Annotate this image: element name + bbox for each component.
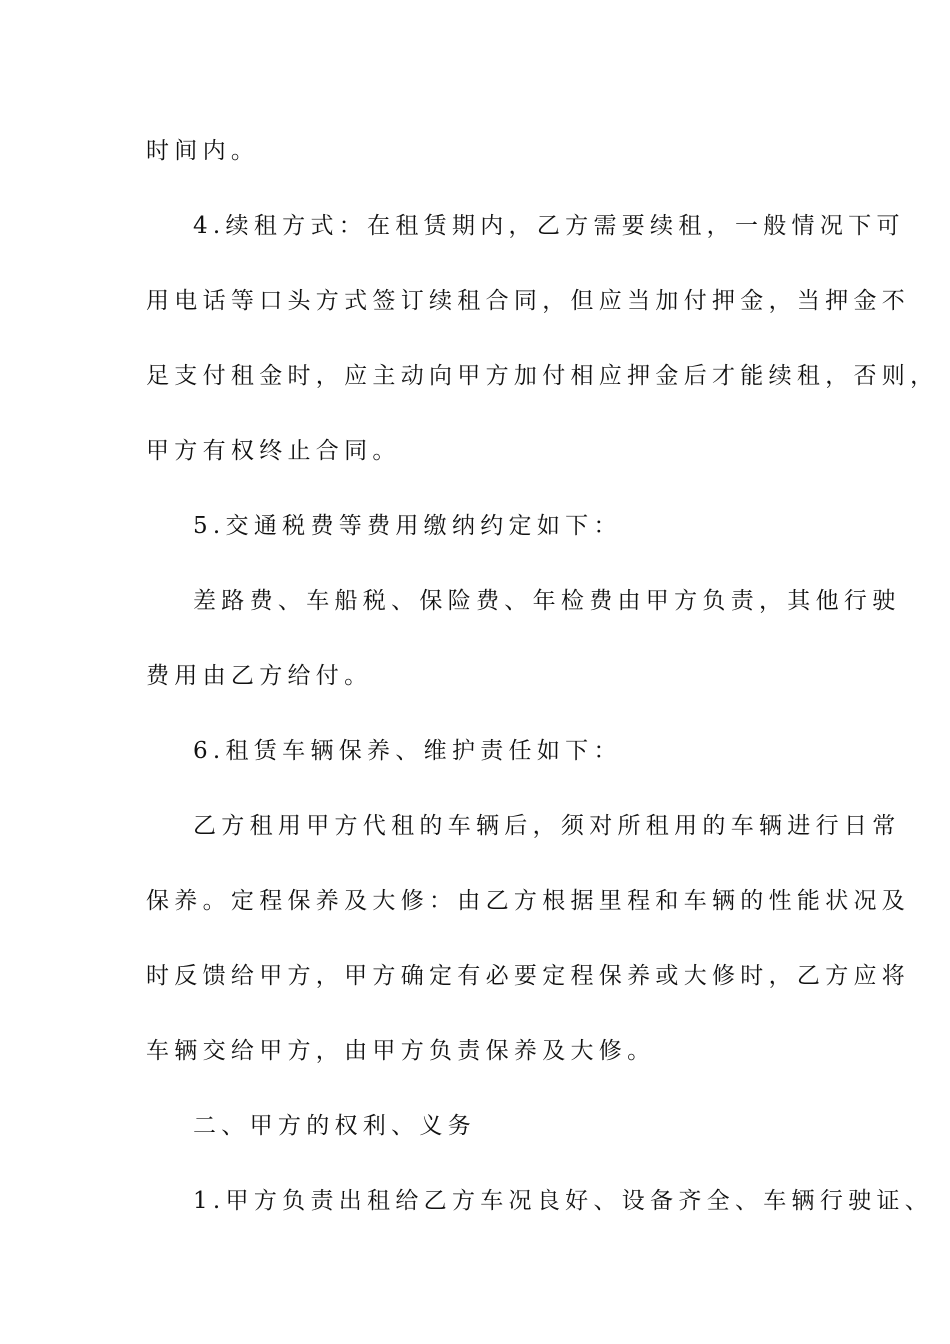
text-line: 1.甲方负责出租给乙方车况良好、设备齐全、车辆行驶证、 [193,1188,934,1214]
text-line: 时反馈给甲方，甲方确定有必要定程保养或大修时，乙方应将 [146,963,911,989]
text-line: 4.续租方式：在租赁期内，乙方需要续租，一般情况下可 [193,213,905,239]
text-line: 时间内。 [146,138,260,164]
text-line: 5.交通税费等费用缴纳约定如下： [193,513,622,539]
text-line: 乙方租用甲方代租的车辆后，须对所租用的车辆进行日常 [193,813,901,839]
text-line: 二、甲方的权利、义务 [193,1113,476,1139]
text-line: 保养。定程保养及大修：由乙方根据里程和车辆的性能状况及 [146,888,911,914]
text-line: 费用由乙方给付。 [146,663,373,689]
text-line: 甲方有权终止合同。 [146,438,401,464]
text-line: 用电话等口头方式签订续租合同，但应当加付押金，当押金不 [146,288,911,314]
text-line: 足支付租金时，应主动向甲方加付相应押金后才能续租，否则， [146,363,939,389]
text-line: 车辆交给甲方，由甲方负责保养及大修。 [146,1038,656,1064]
text-line: 差路费、车船税、保险费、年检费由甲方负责，其他行驶 [193,588,901,614]
text-line: 6.租赁车辆保养、维护责任如下： [193,738,622,764]
